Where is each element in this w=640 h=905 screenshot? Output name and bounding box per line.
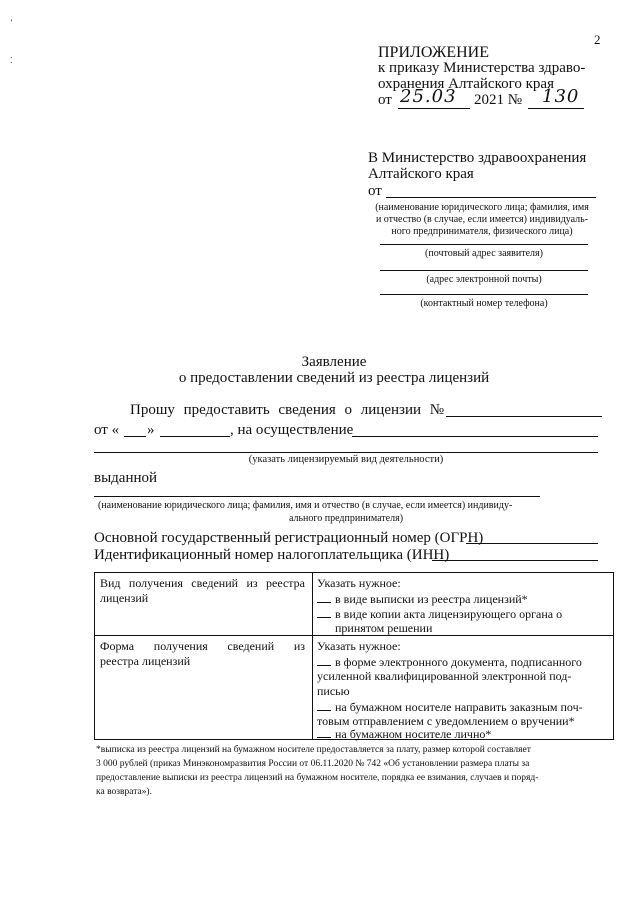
checkbox-blank[interactable] <box>317 699 331 711</box>
date-day-line <box>124 436 146 437</box>
email-hint: (адрес электронной почты) <box>426 274 542 285</box>
activity-line-2 <box>94 452 598 453</box>
phone-hint: (контактный номер телефона) <box>420 298 548 309</box>
margin-mark: ʼ <box>10 18 13 27</box>
applicant-name-hint-2: и отчество (в случае, если имеется) индивидуаль- <box>375 214 589 225</box>
issued-label: выданной <box>94 470 158 486</box>
issued-hint-2: ального предпринимателя) <box>288 513 404 524</box>
row1-option-1: в виде выписки из реестра лицензий* <box>317 591 609 607</box>
postal-address-hint: (почтовый адрес заявителя) <box>425 248 543 259</box>
ogrn-label: Основной государственный регистрационный номер (ОГРН) <box>94 530 484 546</box>
document-subtitle: о предоставлении сведений из реестра лицензий <box>178 370 490 386</box>
issued-hint-1: (наименование юридического лица; фамилия, имя и отчество (в случае, если имеется) индивиду- <box>98 500 513 511</box>
from-prefix: от « <box>94 422 120 438</box>
email-line <box>380 270 588 271</box>
row1-intro: Указать нужное: <box>317 576 401 590</box>
number-underline <box>528 108 584 109</box>
appendix-from: от <box>378 92 392 108</box>
margin-mark: ⁚ <box>10 56 13 65</box>
license-number-line <box>446 416 602 417</box>
phone-line <box>380 294 588 295</box>
postal-address-line <box>380 244 588 245</box>
footnote-line-4: ка возврата»). <box>96 787 152 797</box>
applicant-name-hint-1: (наименование юридического лица; фамилия, имя <box>375 202 589 213</box>
appendix-line-1: к приказу Министерства здраво- <box>378 60 586 76</box>
checkbox-blank[interactable] <box>317 726 331 738</box>
row2-option-3: на бумажном носителе лично* <box>317 726 609 742</box>
row2-option-2-cont: товым отправлением с уведомлением о вручении* <box>317 714 575 728</box>
row1-label-line1: Вид получения сведений из реестра <box>100 576 305 590</box>
inn-label: Идентификационный номер налогоплательщика (ИНН) <box>94 547 450 563</box>
recipient-line-1: В Министерство здравоохранения <box>368 150 587 166</box>
row2-label-line1: Форма получения сведений из <box>100 639 305 653</box>
appendix-line-2: охранения Алтайского края <box>378 76 554 92</box>
checkbox-blank[interactable] <box>317 654 331 666</box>
inn-line <box>432 560 598 561</box>
applicant-name-line <box>386 197 596 198</box>
on-implementation: , на осуществление <box>230 422 354 438</box>
row2-label-line2: реестра лицензий <box>100 654 191 668</box>
footnote-line-2: 3 000 рублей (приказ Минэкономразвития России от 06.11.2020 № 742 «Об установлении размера платы за <box>96 759 530 769</box>
table-column-divider <box>312 573 313 739</box>
footnote-line-3: предоставление выписки из реестра лицензий на бумажном носителе, порядка ее взимания, случаев и поряд- <box>96 773 539 783</box>
row2-intro: Указать нужное: <box>317 639 401 653</box>
applicant-name-hint-3: ного предпринимателя, физического лица) <box>391 226 573 237</box>
checkbox-blank[interactable] <box>317 606 331 618</box>
options-table <box>94 572 614 740</box>
request-text: Прошу предоставить сведения о лицензии № <box>130 402 445 418</box>
date-underline <box>398 108 470 109</box>
activity-line-1 <box>352 436 598 437</box>
page-number: 2 <box>594 32 601 47</box>
appendix-title: ПРИЛОЖЕНИЕ <box>378 44 490 61</box>
ogrn-line <box>466 543 598 544</box>
row1-label-line2: лицензий <box>100 591 149 605</box>
checkbox-blank[interactable] <box>317 591 331 603</box>
row2-option-2: на бумажном носителе направить заказным поч- <box>317 699 609 715</box>
row2-option-1-cont2: писью <box>317 684 350 698</box>
row2-option-1: в форме электронного документа, подписанного <box>317 654 609 670</box>
issued-by-line <box>94 496 540 497</box>
document-title: Заявление <box>301 354 367 370</box>
handwritten-number: 130 <box>542 86 580 107</box>
date-month-line <box>160 436 230 437</box>
row2-option-1-cont: усиленной квалифицированной электронной под- <box>317 669 572 683</box>
activity-hint: (указать лицензируемый вид деятельности) <box>248 454 444 465</box>
handwritten-date: 25.03 <box>400 86 457 107</box>
footnote-line-1: *выписка из реестра лицензий на бумажном носителе предоставляется за плату, размер которой составляет <box>96 745 531 755</box>
recipient-line-2: Алтайского края <box>368 166 474 182</box>
from-quote: » <box>147 422 155 438</box>
recipient-from: от <box>368 183 382 199</box>
row1-option-2-cont: принятом решении <box>335 621 433 635</box>
row1-option-2: в виде копии акта лицензирующего органа о <box>317 606 609 622</box>
appendix-year: 2021 № <box>474 92 523 108</box>
